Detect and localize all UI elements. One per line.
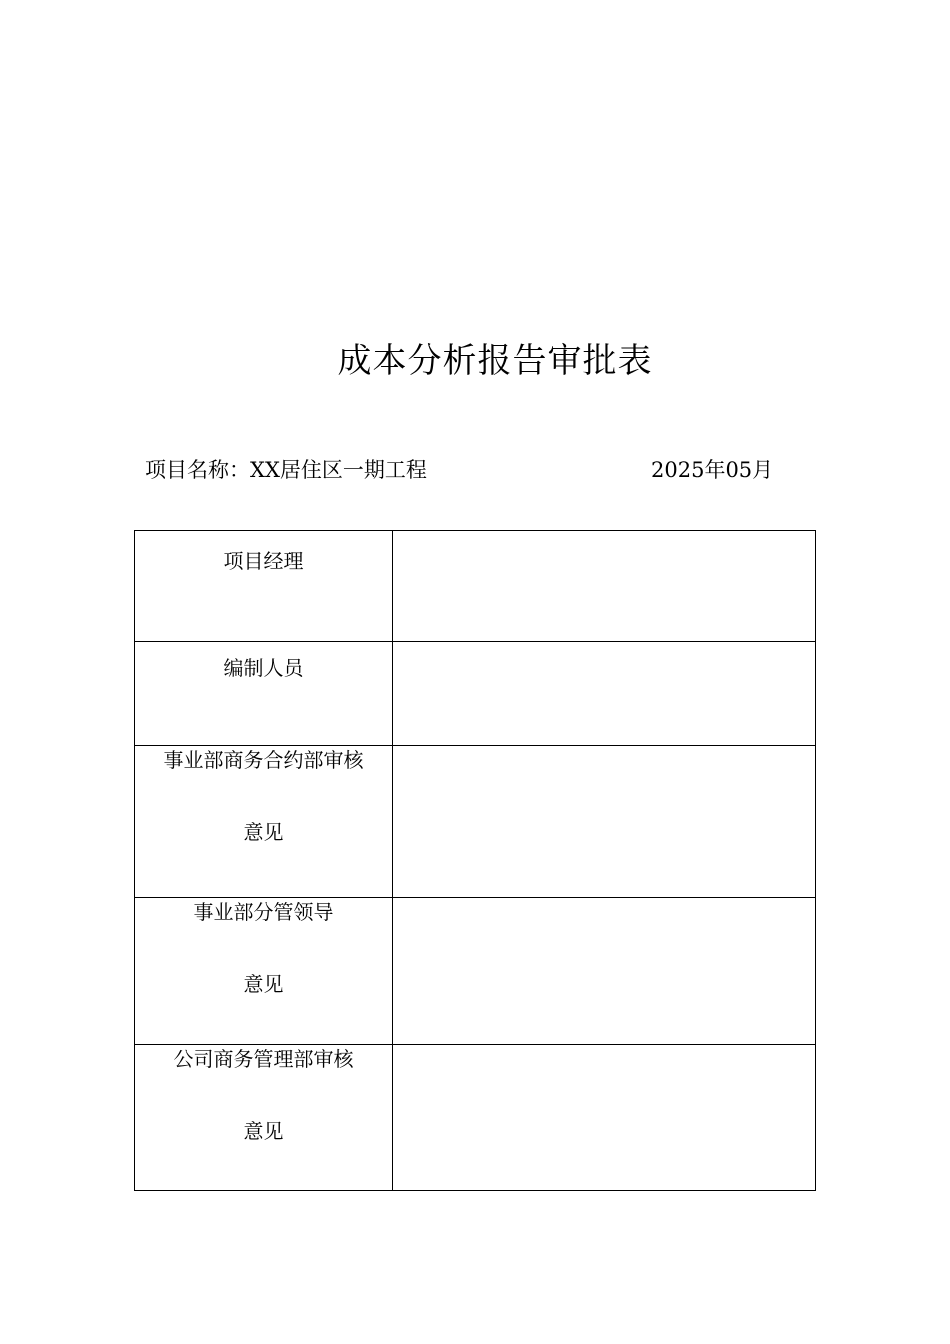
table-row bbox=[135, 531, 816, 642]
row-label: 编制人员 bbox=[223, 656, 304, 680]
table-row bbox=[135, 642, 816, 746]
row-label-cell bbox=[135, 746, 393, 898]
approval-table bbox=[134, 530, 816, 1191]
report-date: 2025年05月 bbox=[651, 458, 774, 482]
row-sublabel: 意见 bbox=[243, 820, 284, 844]
opinion-field[interactable] bbox=[393, 746, 816, 898]
document-title: 成本分析报告审批表 bbox=[337, 341, 653, 381]
table-row bbox=[135, 898, 816, 1045]
row-sublabel: 意见 bbox=[243, 1119, 284, 1143]
opinion-field[interactable] bbox=[393, 898, 816, 1045]
row-label-cell bbox=[135, 898, 393, 1045]
row-label-cell bbox=[135, 531, 393, 642]
row-sublabel: 意见 bbox=[243, 972, 284, 996]
row-label-cell bbox=[135, 1045, 393, 1191]
row-label: 项目经理 bbox=[223, 549, 304, 573]
row-label-cell bbox=[135, 642, 393, 746]
row-label: 事业部分管领导 bbox=[193, 900, 334, 924]
row-label: 事业部商务合约部审核 bbox=[163, 748, 364, 772]
table-row bbox=[135, 746, 816, 898]
project-name: 项目名称：XX居住区一期工程 bbox=[145, 458, 427, 482]
signature-field[interactable] bbox=[393, 531, 816, 642]
row-label: 公司商务管理部审核 bbox=[173, 1047, 354, 1071]
signature-field[interactable] bbox=[393, 642, 816, 746]
opinion-field[interactable] bbox=[393, 1045, 816, 1191]
table-row bbox=[135, 1045, 816, 1191]
